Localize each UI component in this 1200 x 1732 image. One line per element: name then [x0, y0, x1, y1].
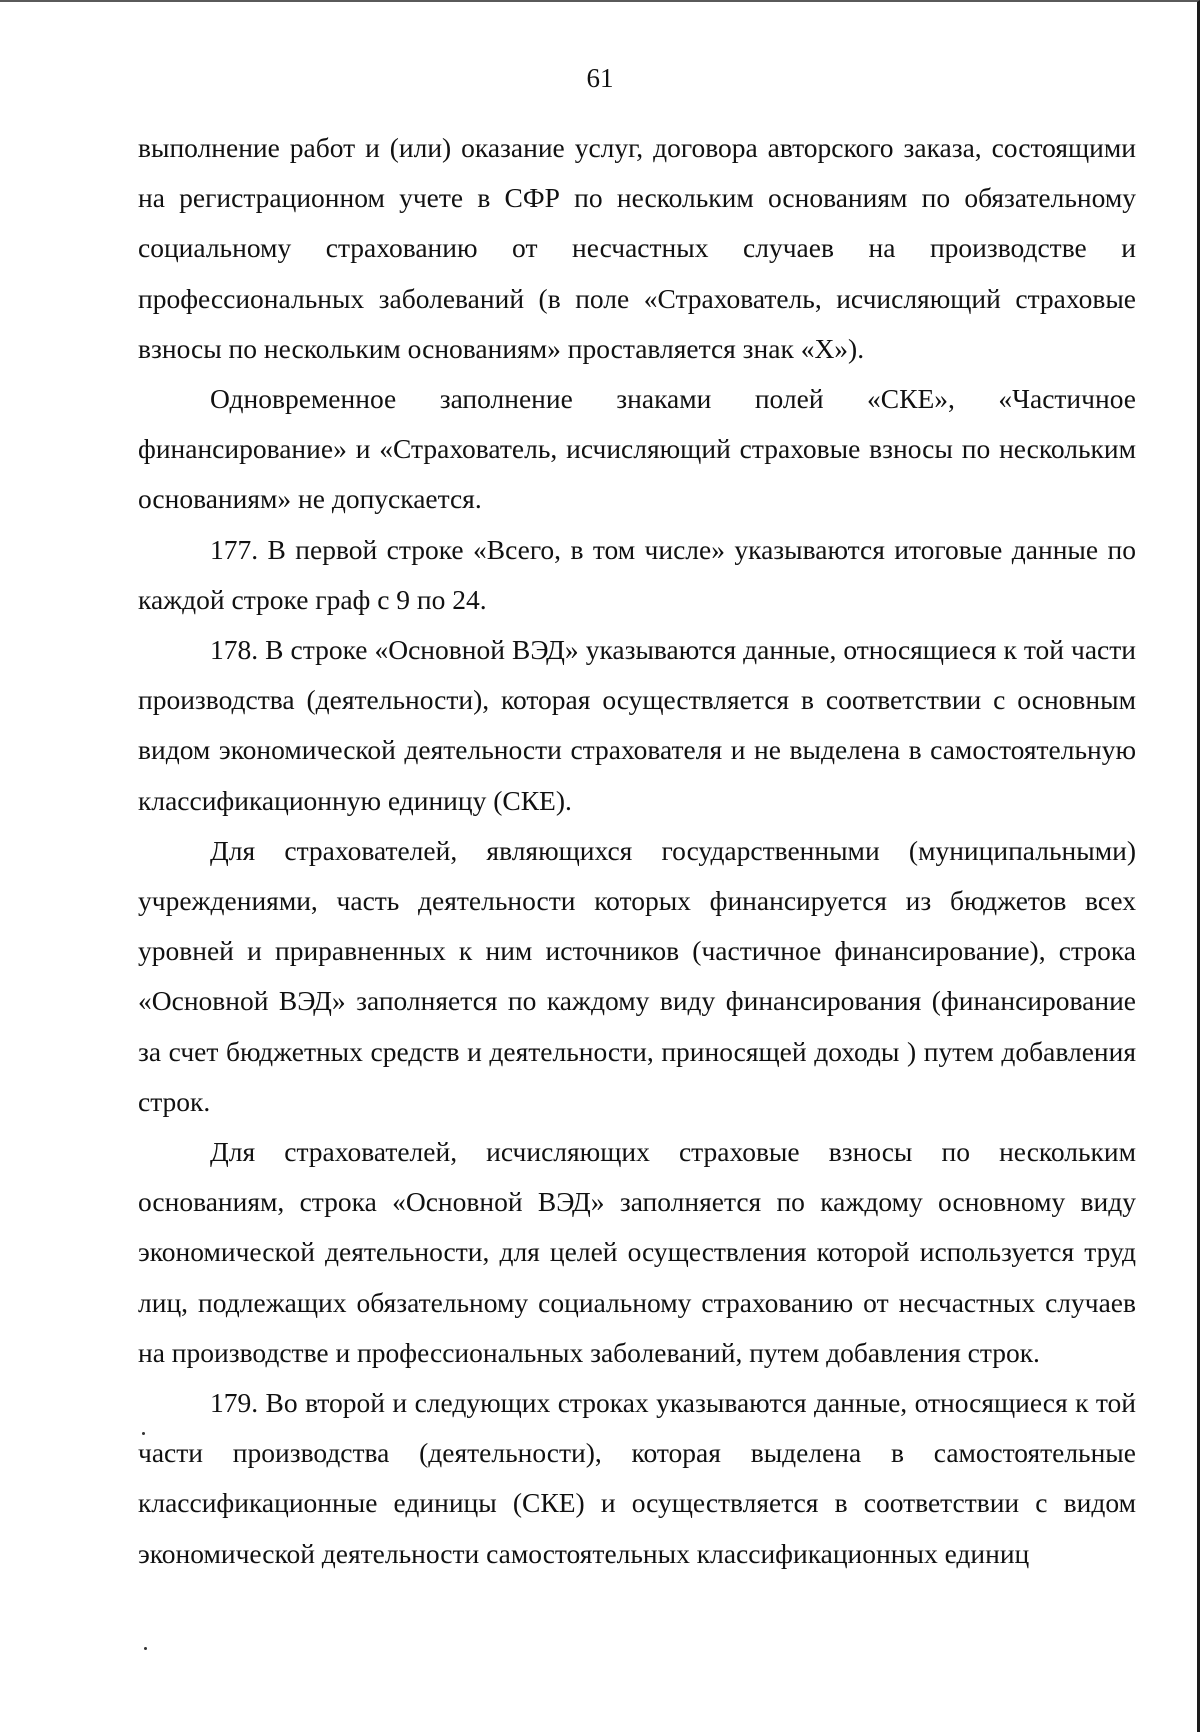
- paragraph-continuation: выполнение работ и (или) оказание услуг, договора авторского заказа, состоящими на регистрационном учете в СФР по нескольким основаниям по обязательному социальному страхованию от несчастных случаев на производстве и профессиональных заболеваний (в поле «Страхователь, исчисляющий страховые взносы по нескольким основаниям» проставляется знак «Х»).: [138, 132, 1136, 364]
- paragraph-177: 177. В первой строке «Всего, в том числе» указываются итоговые данные по каждой строке граф с 9 по 24.: [138, 533, 1136, 615]
- paragraph-179: 179. Во второй и следующих строках указываются данные, относящиеся к той части производства (деятельности), которая выделена в самостоятельные классификационные единицы (СКЕ) и осуществляется в соответствии с видом экономической деятельности самостоятельных классификационных единиц: [138, 1387, 1136, 1569]
- scan-speck: [142, 1432, 145, 1435]
- paragraph-simultaneous-filling: Одновременное заполнение знаками полей «СКЕ», «Частичное финансирование» и «Страхователь, исчисляющий страховые взносы по нескольким основаниям» не допускается.: [138, 383, 1136, 515]
- paragraph-multiple-grounds: Для страхователей, исчисляющих страховые взносы по нескольким основаниям, строка «Основной ВЭД» заполняется по каждому основному виду экономической деятельности, для целей осуществления которой используется труд лиц, подлежащих обязательному социальному страхованию от несчастных случаев на производстве и профессиональных заболеваний, путем добавления строк.: [138, 1136, 1136, 1368]
- paragraph-178: 178. В строке «Основной ВЭД» указываются данные, относящиеся к той части производства (деятельности), которая осуществляется в соответствии с основным видом экономической деятельности страхователя и не выделена в самостоятельную классификационную единицу (СКЕ).: [138, 634, 1136, 816]
- document-body: [138, 123, 1136, 1579]
- page-number: 61: [586, 63, 614, 93]
- scan-speck: [144, 1647, 147, 1650]
- paragraph-state-institutions: Для страхователей, являющихся государственными (муниципальными) учреждениями, часть деятельности которых финансируется из бюджетов всех уровней и приравненных к ним источников (частичное финансирование), строка «Основной ВЭД» заполняется по каждому виду финансирования (финансирование за счет бюджетных средств и деятельности, приносящей доходы ) путем добавления строк.: [138, 834, 1136, 1117]
